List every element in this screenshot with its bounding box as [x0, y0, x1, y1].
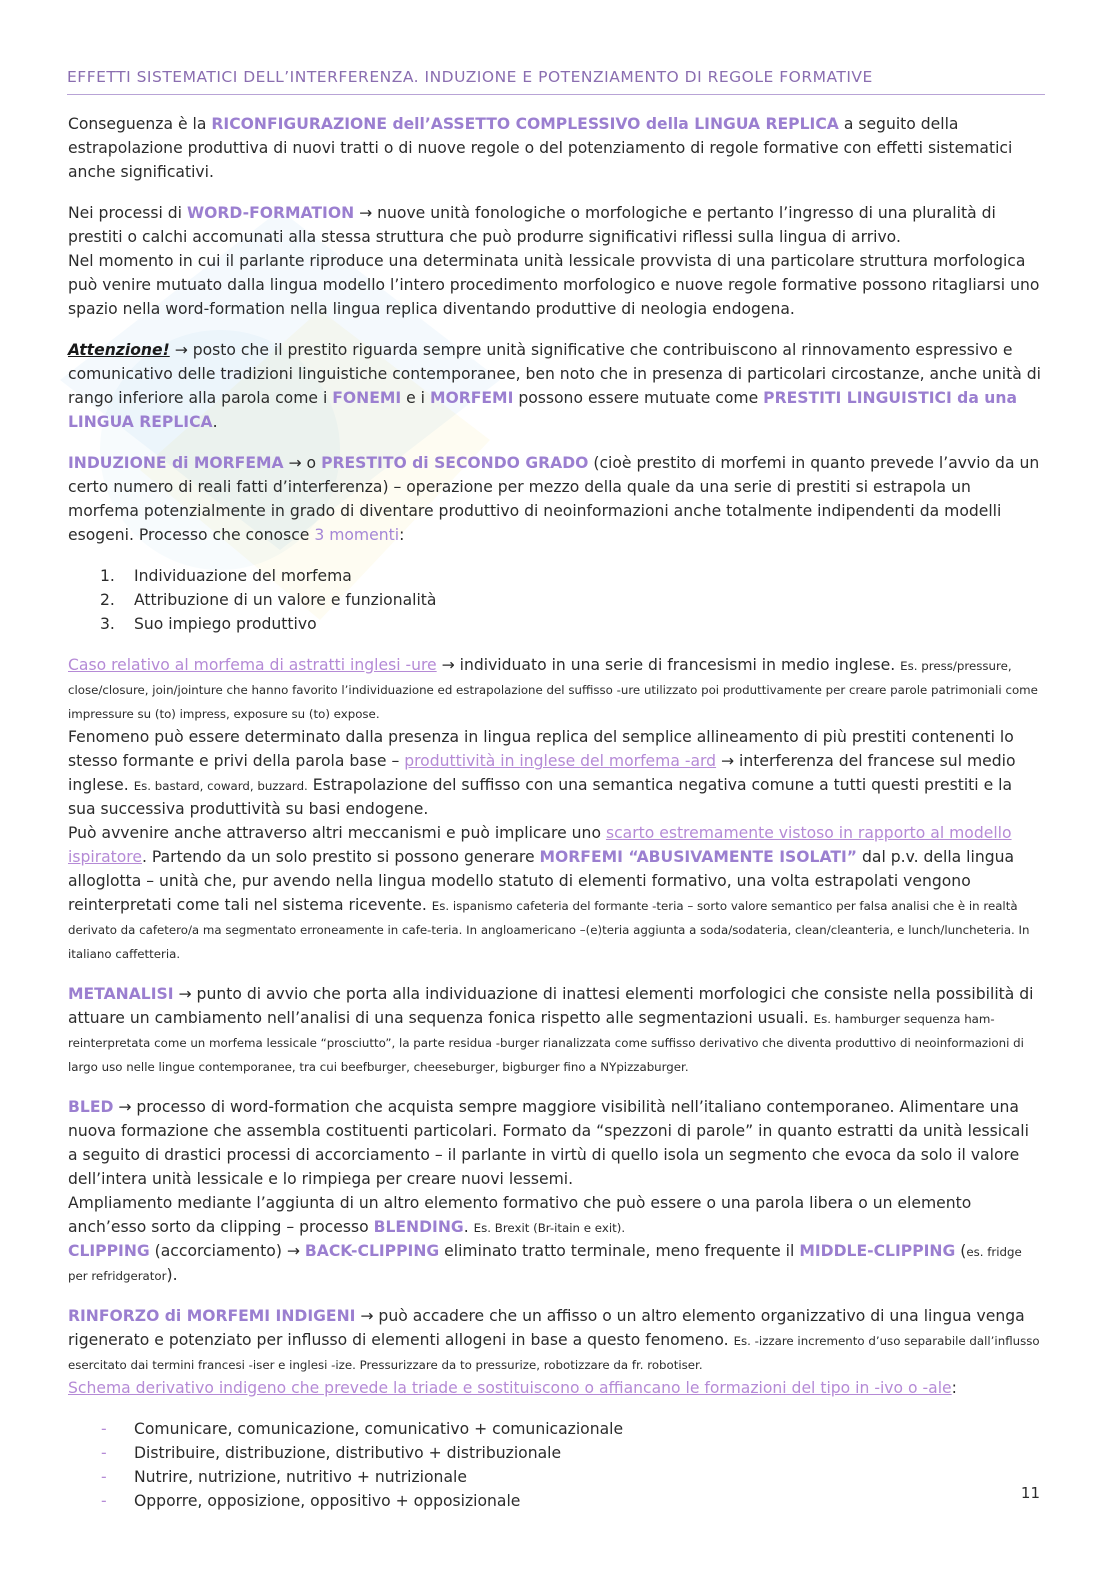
keyword: WORD-FORMATION: [186, 204, 355, 222]
numbered-list: [68, 564, 1043, 636]
keyword: BLENDING: [373, 1218, 464, 1236]
keyword: RICONFIGURAZIONE dell’ASSETTO COMPLESSIVO della LINGUA REPLICA: [211, 115, 839, 133]
example-note: es. fridge per refridgerator: [68, 1245, 1022, 1283]
keyword: INDUZIONE di MORFEMA: [68, 454, 284, 472]
dash-list: [68, 1417, 1043, 1513]
list-item: 3. Suo impiego produttivo: [100, 615, 317, 633]
underlined-heading: scarto estremamente vistoso in rapporto al modello ispiratore: [68, 824, 1012, 866]
paragraph-attenzione: Attenzione! → posto che il prestito riguarda sempre unità significative che contribuiscono al rinnovamento espressivo e comunicativo delle tradizioni linguistiche contemporanee, ben noto che in presenza di particolari circostanze, anche unità di rango inferiore alla parola come i FONEMI e i MORFEMI possono essere mutuate come PRESTITI LINGUISTICI da una LINGUA REPLICA.: [68, 341, 1041, 431]
list-item: 1. Individuazione del morfema: [100, 567, 352, 585]
list-item: - Distribuire, distribuzione, distributivo + distribuzionale: [101, 1444, 562, 1462]
paragraph-bled: BLED → processo di word-formation che acquista sempre maggiore visibilità nell’italiano contemporaneo. Alimentare una nuova formazione che assembla costituenti particolari. Formato da “spezzoni di parole” in quanto estratti da unità lessicali a seguito di drastici processi di accorciamento – il parlante in virtù di quello isola un segmento che evoca da solo il valore dell’intera unità lessicale e lo rimpiega per creare nuovi lessemi. Ampliamento mediante l’aggiunta di un altro elemento formativo che può essere o una parola libera o un elemento anch’esso sorto da clipping – processo BLENDING. Es. Brexit (Br-itain e exit). CLIPPING (accorciamento) → BACK-CLIPPING eliminato tratto terminale, meno frequente il MIDDLE-CLIPPING (es. fridge per refridgerator).: [68, 1098, 1029, 1284]
example-note: Es. Brexit (Br-itain e exit).: [473, 1221, 626, 1235]
keyword: MIDDLE-CLIPPING: [799, 1242, 956, 1260]
paragraph-word-formation: Nei processi di WORD-FORMATION → nuove unità fonologiche o morfologiche e pertanto l’ingresso di una pluralità di prestiti o calchi accomunati alla stessa struttura che può produrre significativi riflessi sulla lingua di arrivo. Nel momento in cui il parlante riproduce una determinata unità lessicale provvista di una particolare struttura morfologica può venire mutuato dalla lingua modello l’intero procedimento morfologico e nuove regole formative possono ritagliarsi uno spazio nella word-formation nella lingua replica diventando produttive di neologia endogena.: [68, 204, 1040, 318]
list-item: - Nutrire, nutrizione, nutritivo + nutrizionale: [101, 1468, 467, 1486]
list-item: 2. Attribuzione di un valore e funzionalità: [100, 591, 437, 609]
highlight-text: 3 momenti: [314, 526, 400, 544]
keyword: PRESTITI LINGUISTICI da una LINGUA REPLICA: [68, 389, 1018, 431]
document-body: [68, 112, 1043, 1530]
keyword: MORFEMI: [429, 389, 514, 407]
paragraph-rinforzo: RINFORZO di MORFEMI INDIGENI → può accadere che un affisso o un altro elemento organizzativo di una lingua venga rigenerato e potenziato per influsso di elementi allogeni in base a questo fenomeno. Es. -izzare incremento d’uso separabile dall’influsso esercitato dai termini francesi -iser e inglesi -ize. Pressurizzare da to pressurize, robotizzare da fr. robotiser. Schema derivativo indigeno che prevede la triade e sostituiscono o affiancano le formazioni del tipo in -ivo o -ale:: [68, 1307, 1040, 1397]
paragraph-riconfigurazione: Conseguenza è la RICONFIGURAZIONE dell’ASSETTO COMPLESSIVO della LINGUA REPLICA a seguito della estrapolazione produttiva di nuovi tratti o di nuove regole o del potenziamento di regole formative con effetti sistematici anche significativi.: [68, 115, 1013, 181]
keyword: PRESTITO di SECONDO GRADO: [321, 454, 589, 472]
keyword: FONEMI: [332, 389, 402, 407]
example-note: Es. bastard, coward, buzzard.: [133, 779, 308, 793]
example-note: Es. ispanismo cafeteria del formante -teria – sorto valore semantico per falsa analisi che è in realtà derivato da cafetero/a ma segmentato erroneamente in cafe-teria. In angloamericano –(e)teria aggiunta a soda/sodateria, clean/cleanteria, e lunch/luncheteria. In italiano caffetteria.: [68, 899, 1030, 961]
list-item: - Opporre, opposizione, oppositivo + opposizionale: [101, 1492, 521, 1510]
keyword: METANALISI: [68, 985, 174, 1003]
underlined-heading: Schema derivativo indigeno che prevede la triade e sostituiscono o affiancano le formazioni del tipo in -ivo o -ale: [68, 1379, 952, 1397]
keyword: BACK-CLIPPING: [304, 1242, 440, 1260]
paragraph-induzione: INDUZIONE di MORFEMA → o PRESTITO di SECONDO GRADO (cioè prestito di morfemi in quanto prevede l’avvio da un certo numero di reali fatti d’interferenza) – operazione per mezzo della quale da una serie di prestiti si estrapola un morfema potenzialmente in grado di diventare produttivo di neoinformazioni anche totalmente indipendenti da modelli esogeni. Processo che conosce 3 momenti:: [68, 454, 1040, 544]
underlined-heading: Caso relativo al morfema di astratti inglesi -ure: [68, 656, 437, 674]
attention-label: Attenzione!: [68, 341, 170, 359]
paragraph-caso-ure: Caso relativo al morfema di astratti inglesi -ure → individuato in una serie di francesismi in medio inglese. Es. press/pressure, close/closure, join/jointure che hanno favorito l’individuazione ed estrapolazione del suffisso -ure utilizzato poi produttivamente per creare parole patrimoniali come impressure su (to) impress, exposure su (to) expose. Fenomeno può essere determinato dalla presenza in lingua replica del semplice allineamento di più prestiti contenenti lo stesso formante e privi della parola base – produttività in inglese del morfema -ard → interferenza del francese sul medio inglese. Es. bastard, coward, buzzard. Estrapolazione del suffisso con una semantica negativa comune a tutti questi prestiti e la sua successiva produttività su basi endogene. Può avvenire anche attraverso altri meccanismi e può implicare uno scarto estremamente vistoso in rapporto al modello ispiratore. Partendo da un solo prestito si possono generare MORFEMI “ABUSIVAMENTE ISOLATI” dal p.v. della lingua alloglotta – unità che, pur avendo nella lingua modello statuto di elementi formativo, una volta estrapolati vengono reinterpretati come tali nel sistema ricevente. Es. ispanismo cafeteria del formante -teria – sorto valore semantico per falsa analisi che è in realtà derivato da cafetero/a ma segmentato erroneamente in cafe-teria. In angloamericano –(e)teria aggiunta a soda/sodateria, clean/cleanteria, e lunch/luncheteria. In italiano caffetteria.: [68, 656, 1038, 961]
underlined-heading: produttività in inglese del morfema -ard: [404, 752, 717, 770]
keyword: BLED: [68, 1098, 114, 1116]
keyword: MORFEMI “ABUSIVAMENTE ISOLATI”: [539, 848, 858, 866]
page-number: 11: [1020, 1484, 1040, 1502]
list-item: - Comunicare, comunicazione, comunicativo + comunicazionale: [101, 1420, 624, 1438]
paragraph-metanalisi: METANALISI → punto di avvio che porta alla individuazione di inattesi elementi morfologici che consiste nella possibilità di attuare un cambiamento nell’analisi di una sequenza fonica rispetto alle segmentazioni usuali. Es. hamburger sequenza ham- reinterpretata come un morfema lessicale “prosciutto”, la parte residua -burger rianalizzata come suffisso derivativo che diventa produttivo di neoinformazioni di largo uso nelle lingue contemporanee, tra cui beefburger, cheeseburger, bigburger fino a NYpizzaburger.: [68, 985, 1034, 1074]
keyword: RINFORZO di MORFEMI INDIGENI: [68, 1307, 356, 1325]
example-note: Es. press/pressure, close/closure, join/jointure che hanno favorito l’individuazione ed estrapolazione del suffisso -ure utilizzato poi produttivamente per creare parole patrimoniali come impressure su (to) impress, exposure su (to) expose.: [68, 659, 1038, 721]
example-note: Es. -izzare incremento d’uso separabile dall’influsso esercitato dai termini francesi -iser e inglesi -ize. Pressurizzare da to pressurize, robotizzare da fr. robotiser.: [68, 1334, 1040, 1372]
section-header: EFFETTI SISTEMATICI DELL’INTERFERENZA. INDUZIONE E POTENZIAMENTO DI REGOLE FORMATIVE: [67, 68, 1045, 95]
keyword: CLIPPING: [68, 1242, 150, 1260]
example-note: Es. hamburger sequenza ham- reinterpretata come un morfema lessicale “prosciutto”, la parte residua -burger rianalizzata come suffisso derivativo che diventa produttivo di neoinformazioni di largo uso nelle lingue contemporanee, tra cui beefburger, cheeseburger, bigburger fino a NYpizzaburger.: [68, 1012, 1024, 1074]
